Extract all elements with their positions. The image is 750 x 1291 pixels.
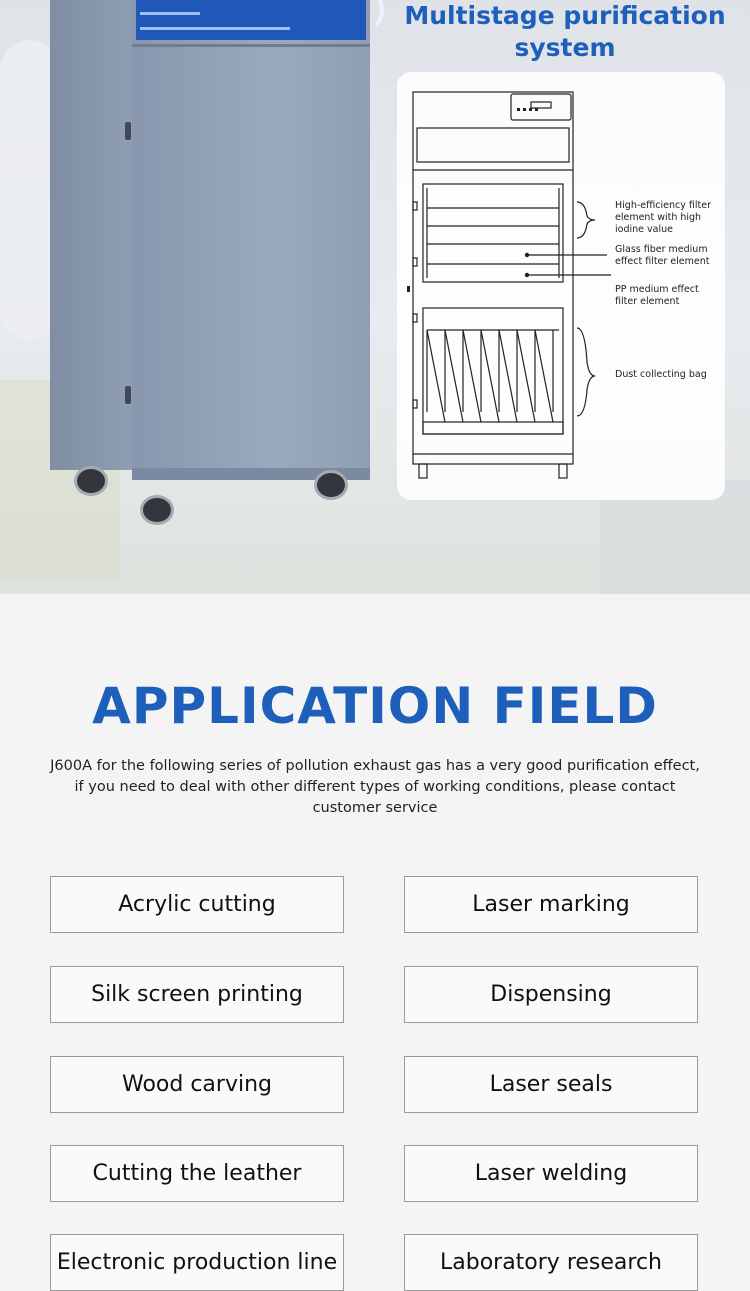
application-item: Electronic production line <box>50 1234 344 1291</box>
door-hinge <box>125 386 131 404</box>
application-item: Dispensing <box>404 966 698 1023</box>
cabinet-front <box>132 0 370 478</box>
application-description: J600A for the following series of pollution exhaust gas has a very good purification effect, if you need to deal with other different types of working conditions, please contact customer service <box>50 758 700 816</box>
cabinet-brand-label <box>136 0 366 40</box>
application-item: Laboratory research <box>404 1234 698 1291</box>
callout-pp-filter: PP medium effect filter element <box>615 284 699 307</box>
application-item: Silk screen printing <box>50 966 344 1023</box>
application-item: Laser marking <box>404 876 698 933</box>
application-title: APPLICATION FIELD <box>92 677 658 735</box>
callout-dust-bag: Dust collecting bag <box>615 369 707 380</box>
cabinet-door-seam <box>132 44 370 47</box>
purifier-cabinet-image <box>0 0 370 594</box>
application-item: Cutting the leather <box>50 1145 344 1202</box>
caster-wheel-icon <box>74 466 108 496</box>
product-hero <box>0 0 750 594</box>
diagram-title: Multistage purification system <box>404 1 726 62</box>
application-item: Laser seals <box>404 1056 698 1113</box>
cabinet-side <box>50 0 132 470</box>
application-item: Wood carving <box>50 1056 344 1113</box>
callout-glass-fiber-filter: Glass fiber medium effect filter element <box>615 244 710 267</box>
caster-wheel-icon <box>140 495 174 525</box>
application-item: Laser welding <box>404 1145 698 1202</box>
door-hinge <box>125 122 131 140</box>
application-item: Acrylic cutting <box>50 876 344 933</box>
diagram-panel <box>397 72 725 500</box>
callout-high-efficiency-filter: High-efficiency filter element with high iodine value <box>615 200 711 235</box>
application-section <box>0 594 750 1289</box>
caster-wheel-icon <box>314 470 348 500</box>
